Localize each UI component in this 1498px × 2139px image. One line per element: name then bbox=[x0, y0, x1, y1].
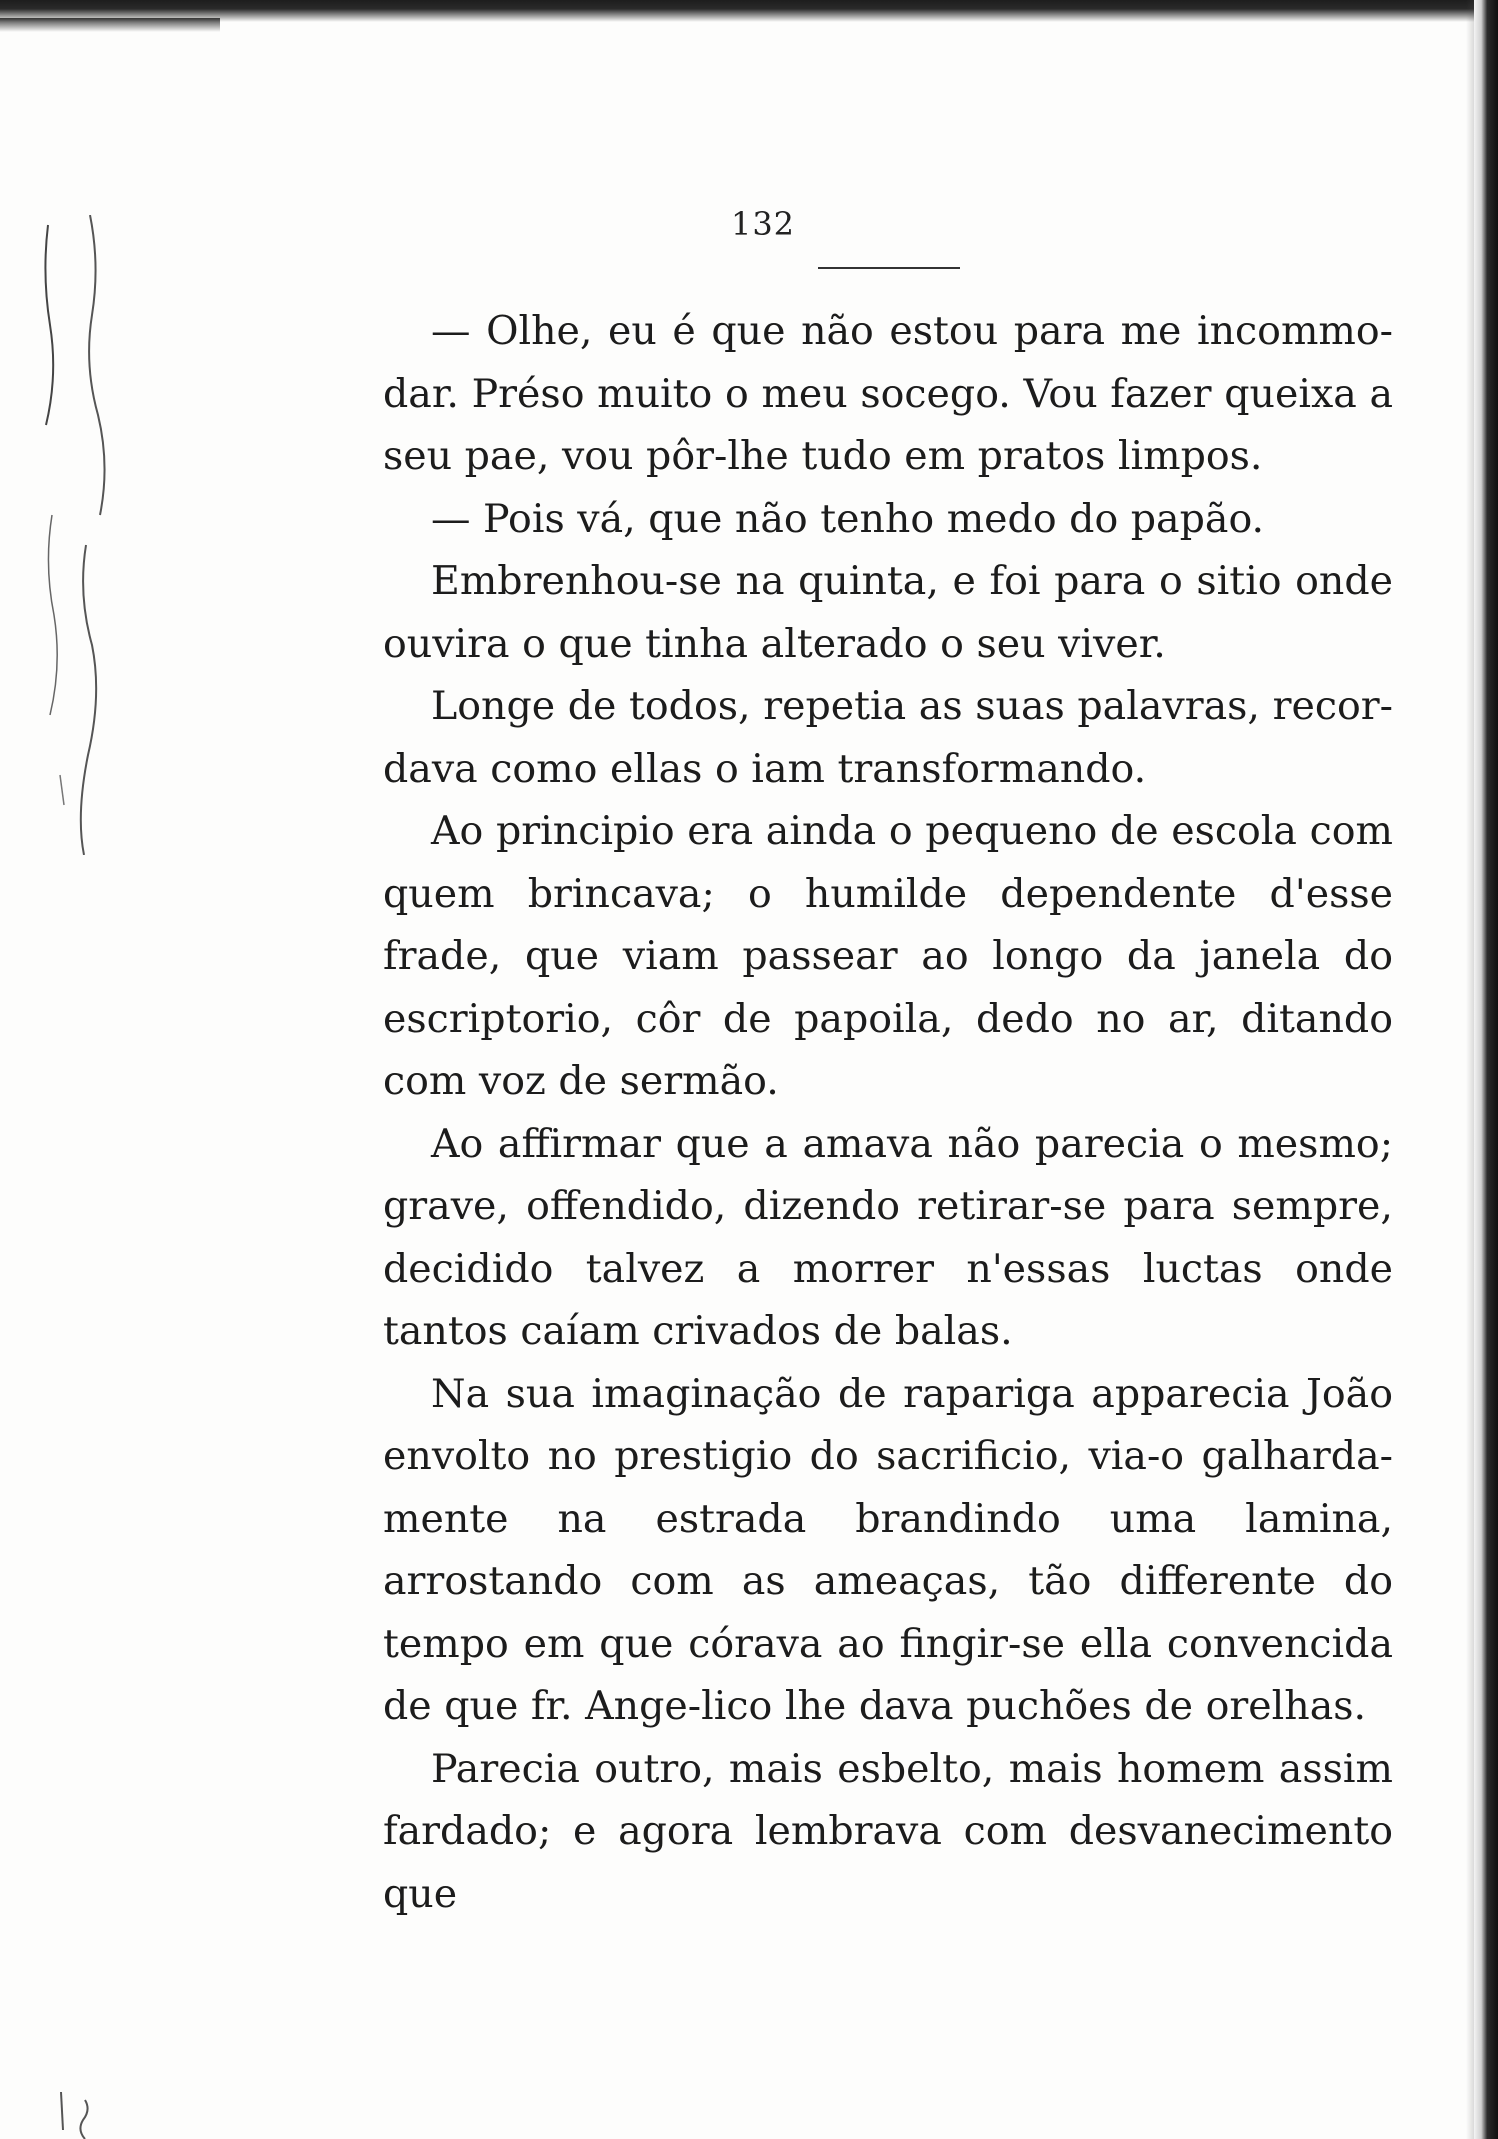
paragraph: Na sua imaginação de rapariga apparecia João envolto no prestigio do sacrificio, via-o galharda-mente na estrada brandindo uma lamina, arrostando com as ameaças, tão differente do tempo em que córava ao fingir-se ella convencida de que fr. Ange-lico lhe dava puchões de orelhas. bbox=[383, 1370, 1393, 1729]
paragraph: Ao affirmar que a amava não parecia o mesmo; grave, offendido, dizendo retirar-se para sempre, decidido talvez a morrer n'essas luctas onde tantos caíam crivados de balas. bbox=[383, 1120, 1393, 1354]
scan-top-shadow bbox=[0, 0, 1498, 22]
scan-right-edge bbox=[1474, 0, 1498, 2139]
body-text bbox=[383, 300, 1393, 1925]
left-margin-marks bbox=[40, 215, 120, 855]
paragraph: — Pois vá, que não tenho medo do papão. bbox=[431, 495, 1265, 542]
paragraph: Embrenhou-se na quinta, e foi para o sitio onde ouvira o que tinha alterado o seu viver. bbox=[383, 558, 1393, 667]
page-number: 132 bbox=[730, 205, 796, 243]
scan-top-left-shadow bbox=[0, 18, 220, 32]
header-rule bbox=[818, 267, 960, 269]
paragraph: Longe de todos, repetia as suas palavras, recor-dava como ellas o iam transformando. bbox=[383, 683, 1393, 792]
paragraph: Ao principio era ainda o pequeno de escola com quem brincava; o humilde dependente d'esse frade, que viam passear ao longo da janela do escriptorio, côr de papoila, dedo no ar, ditando com voz de sermão. bbox=[383, 808, 1393, 1104]
paragraph: — Olhe, eu é que não estou para me incommo-dar. Préso muito o meu socego. Vou fazer queixa a seu pae, vou pôr-lhe tudo em pratos limpos. bbox=[383, 308, 1393, 479]
paragraph: Parecia outro, mais esbelto, mais homem assim fardado; e agora lembrava com desvanecimento que bbox=[383, 1745, 1393, 1917]
bottom-margin-marks bbox=[55, 2090, 115, 2139]
